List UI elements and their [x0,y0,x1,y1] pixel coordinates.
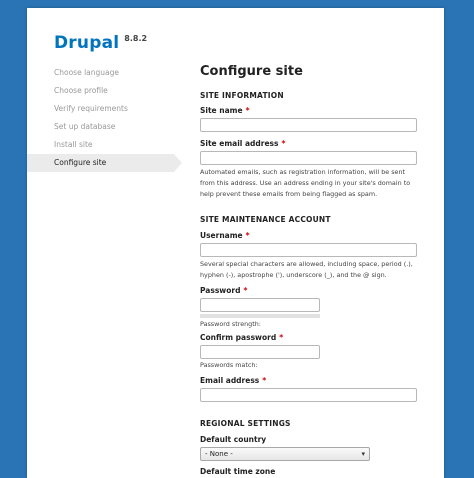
drupal-logo-text: Drupal [54,33,120,53]
site-email-label: Site email address * [200,139,286,148]
username-label: Username * [200,231,250,240]
password-strength-bar [200,314,320,318]
default-timezone-label: Default time zone [200,467,276,476]
regional-settings-heading: REGIONAL SETTINGS [200,419,291,428]
email-address-label: Email address * [200,376,267,385]
step-set-up-database[interactable]: Set up database [54,122,116,131]
site-name-label: Site name * [200,106,250,115]
step-verify-requirements[interactable]: Verify requirements [54,104,128,113]
default-country-value: - None - [205,450,233,458]
chevron-down-icon: ▾ [361,450,365,458]
install-steps [27,64,177,172]
site-name-input[interactable] [200,118,417,132]
password-label: Password * [200,286,248,295]
password-input[interactable] [200,298,320,312]
required-marker: * [245,231,250,240]
site-email-description: Automated emails, such as registration information, will be sent from this address. Use an address ending in your site's domain to help prevent these emails from being flagged as spam. [200,168,411,198]
site-email-input[interactable] [200,151,417,165]
username-description: Several special characters are allowed, including space, period (.), hyphen (-), apostrophe ('), underscore (_), and the @ sign. [200,260,413,279]
password-strength-text: Password strength: [200,320,261,328]
page-title: Configure site [200,64,303,79]
passwords-match-text: Passwords match: [200,361,258,369]
maintenance-account-heading: SITE MAINTENANCE ACCOUNT [200,215,331,224]
step-choose-language[interactable]: Choose language [54,68,119,77]
required-marker: * [245,106,250,115]
required-marker: * [243,286,248,295]
username-input[interactable] [200,243,417,257]
drupal-version: 8.8.2 [124,34,148,43]
required-marker: * [262,376,267,385]
step-choose-profile[interactable]: Choose profile [54,86,108,95]
installer-panel [27,8,444,478]
step-configure-site[interactable]: Configure site [27,154,174,172]
required-marker: * [279,333,284,342]
brand [54,33,147,53]
required-marker: * [281,139,286,148]
confirm-password-input[interactable] [200,345,320,359]
confirm-password-label: Confirm password * [200,333,284,342]
configure-form [200,62,430,477]
default-country-select[interactable] [200,447,370,461]
site-information-heading: SITE INFORMATION [200,91,284,100]
step-install-site[interactable]: Install site [54,140,93,149]
email-address-input[interactable] [200,388,417,402]
default-country-label: Default country [200,435,267,444]
